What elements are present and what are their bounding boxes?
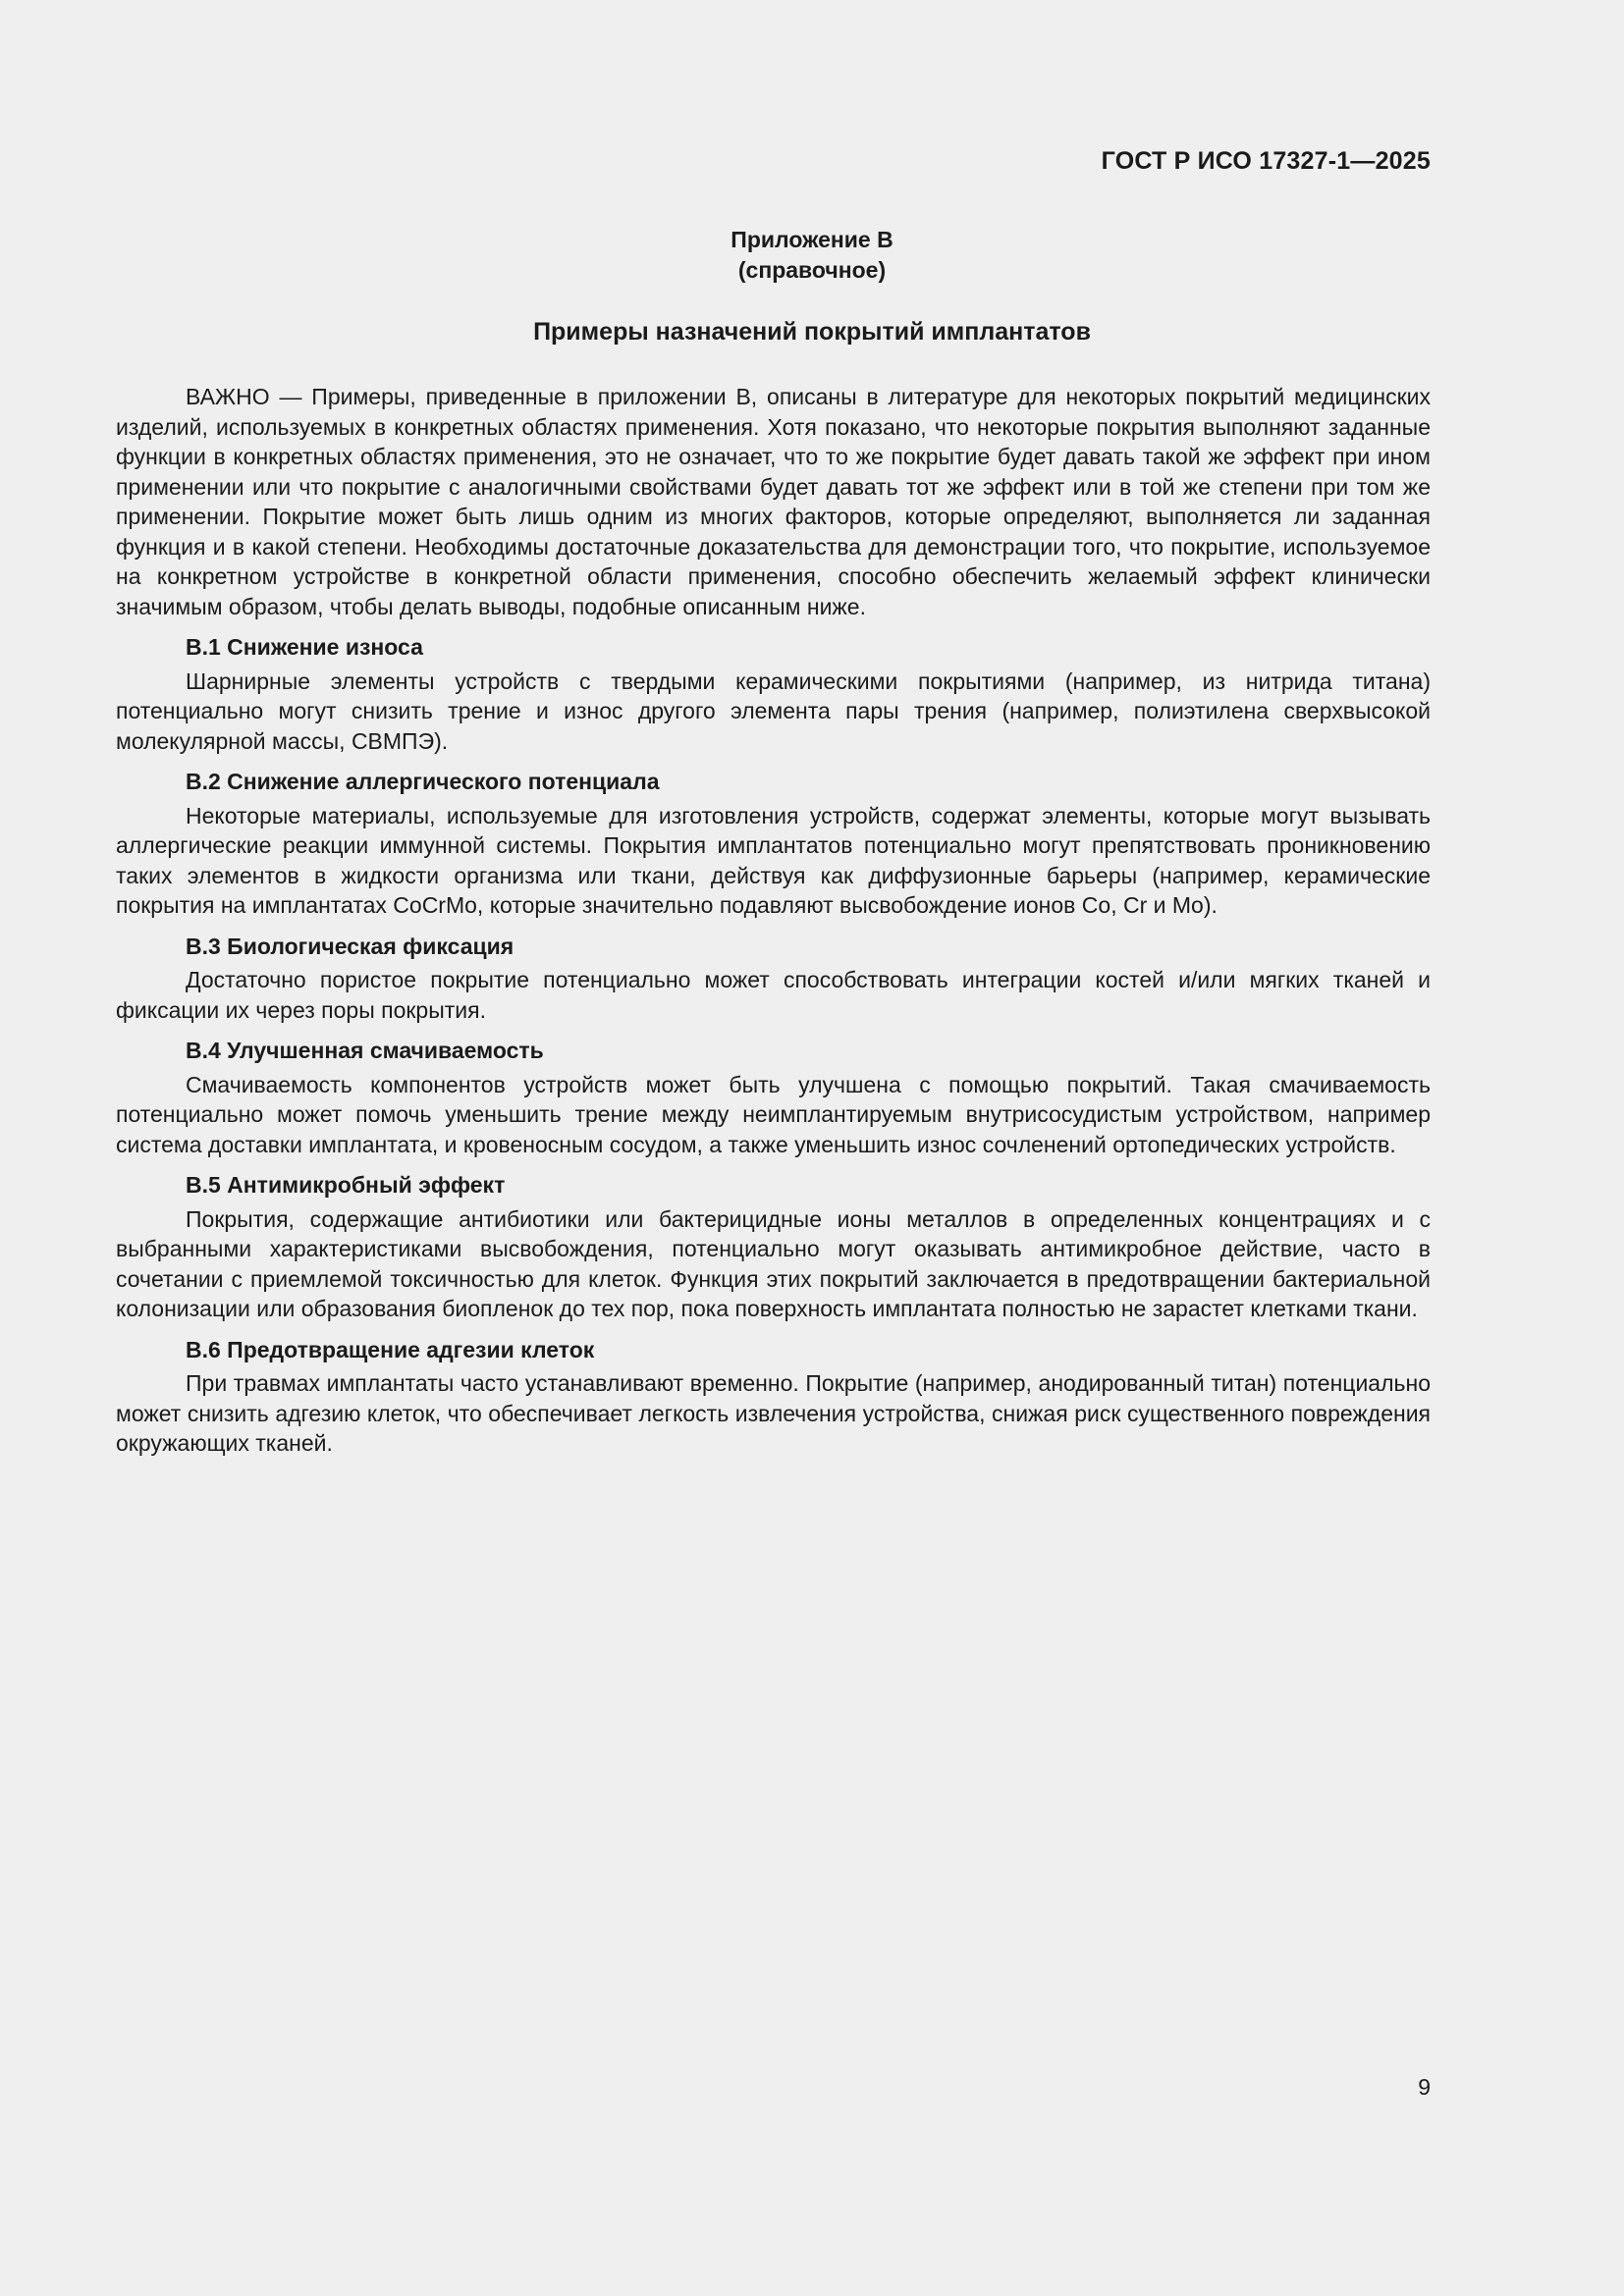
intro-paragraph: ВАЖНО — Примеры, приведенные в приложении В, описаны в литературе для некоторых покрытий медицинских изделий, используемых в конкретных областях применения. Хотя показано, что некоторые покрытия выполняют заданные функции в конкретных областях применения, это не означает, что то же покрытие будет давать такой же эффект при ином применении или что покрытие с аналогичными свойствами будет давать тот же эффект или в той же степени при том же применении. Покрытие может быть лишь одним из многих факторов, которые определяют, выполняется ли заданная функция и в какой степени. Необходимы достаточные доказательства для демонстрации того, что покрытие, используемое на конкретном устройстве в конкретной области применения, способно обеспечить желаемый эффект клинически значимым образом, чтобы делать выводы, подобные описанным ниже. [116,384,1431,619]
annex-title: Приложение В [731,227,893,252]
section-heading: В.5 Антимикробный эффект [186,1172,506,1198]
section-heading: В.2 Снижение аллергического потенциала [186,769,660,794]
annex-heading: Примеры назначений покрытий имплантатов [533,318,1091,346]
section-heading: В.3 Биологическая фиксация [186,933,514,959]
document-body [116,382,1431,1459]
section-text: При травмах имплантаты часто устанавливают временно. Покрытие (например, анодированный титан) потенциально может снизить адгезию клеток, что обеспечивает легкость извлечения устройства, снижая риск существенного повреждения окружающих тканей. [116,1370,1431,1456]
section-heading: В.1 Снижение износа [186,634,423,660]
section-text: Достаточно пористое покрытие потенциально может способствовать интеграции костей и/или мягких тканей и фиксации их через поры покрытия. [116,967,1431,1023]
section-text: Шарнирные элементы устройств с твердыми керамическими покрытиями (например, из нитрида титана) потенциально могут снизить трение и износ другого элемента пары трения (например, полиэтилена сверхвысокой молекулярной массы, СВМПЭ). [116,667,1431,754]
page-number: 9 [1418,2074,1431,2100]
section-heading: В.4 Улучшенная смачиваемость [186,1038,544,1063]
section-text: Покрытия, содержащие антибиотики или бактерицидные ионы металлов в определенных концентрациях и с выбранными характеристиками высвобождения, потенциально могут оказывать антимикробное действие, часто в сочетании с приемлемой токсичностью для клеток. Функция этих покрытий заключается в предотвращении бактериальной колонизации или образования биопленок до тех пор, пока поверхность имплантата полностью не зарастет клетками ткани. [116,1205,1431,1321]
section-b5 [116,1170,1431,1324]
section-text: Смачиваемость компонентов устройств может быть улучшена с помощью покрытий. Такая смачиваемость потенциально может помочь уменьшить трение между неимплантируемым внутрисосудистым устройством, например система доставки имплантата, и кровеносным сосудом, а также уменьшить износ сочленений ортопедических устройств. [116,1071,1431,1157]
section-text: Некоторые материалы, используемые для изготовления устройств, содержат элементы, которые могут вызывать аллергические реакции иммунной системы. Покрытия имплантатов потенциально могут препятствовать проникновению таких элементов в жидкости организма или ткани, действуя как диффузионные барьеры (например, керамические покрытия на имплантатах CoCrMo, которые значительно подавляют высвобождение ионов Co, Cr и Mo). [116,802,1431,918]
section-b4 [116,1036,1431,1159]
section-heading: В.6 Предотвращение адгезии клеток [186,1336,595,1362]
section-b3 [116,932,1431,1026]
section-b2 [116,767,1431,921]
annex-type: (справочное) [737,257,887,283]
document-code: ГОСТ Р ИСО 17327-1—2025 [1101,147,1431,175]
section-b6 [116,1335,1431,1459]
section-b1 [116,632,1431,756]
